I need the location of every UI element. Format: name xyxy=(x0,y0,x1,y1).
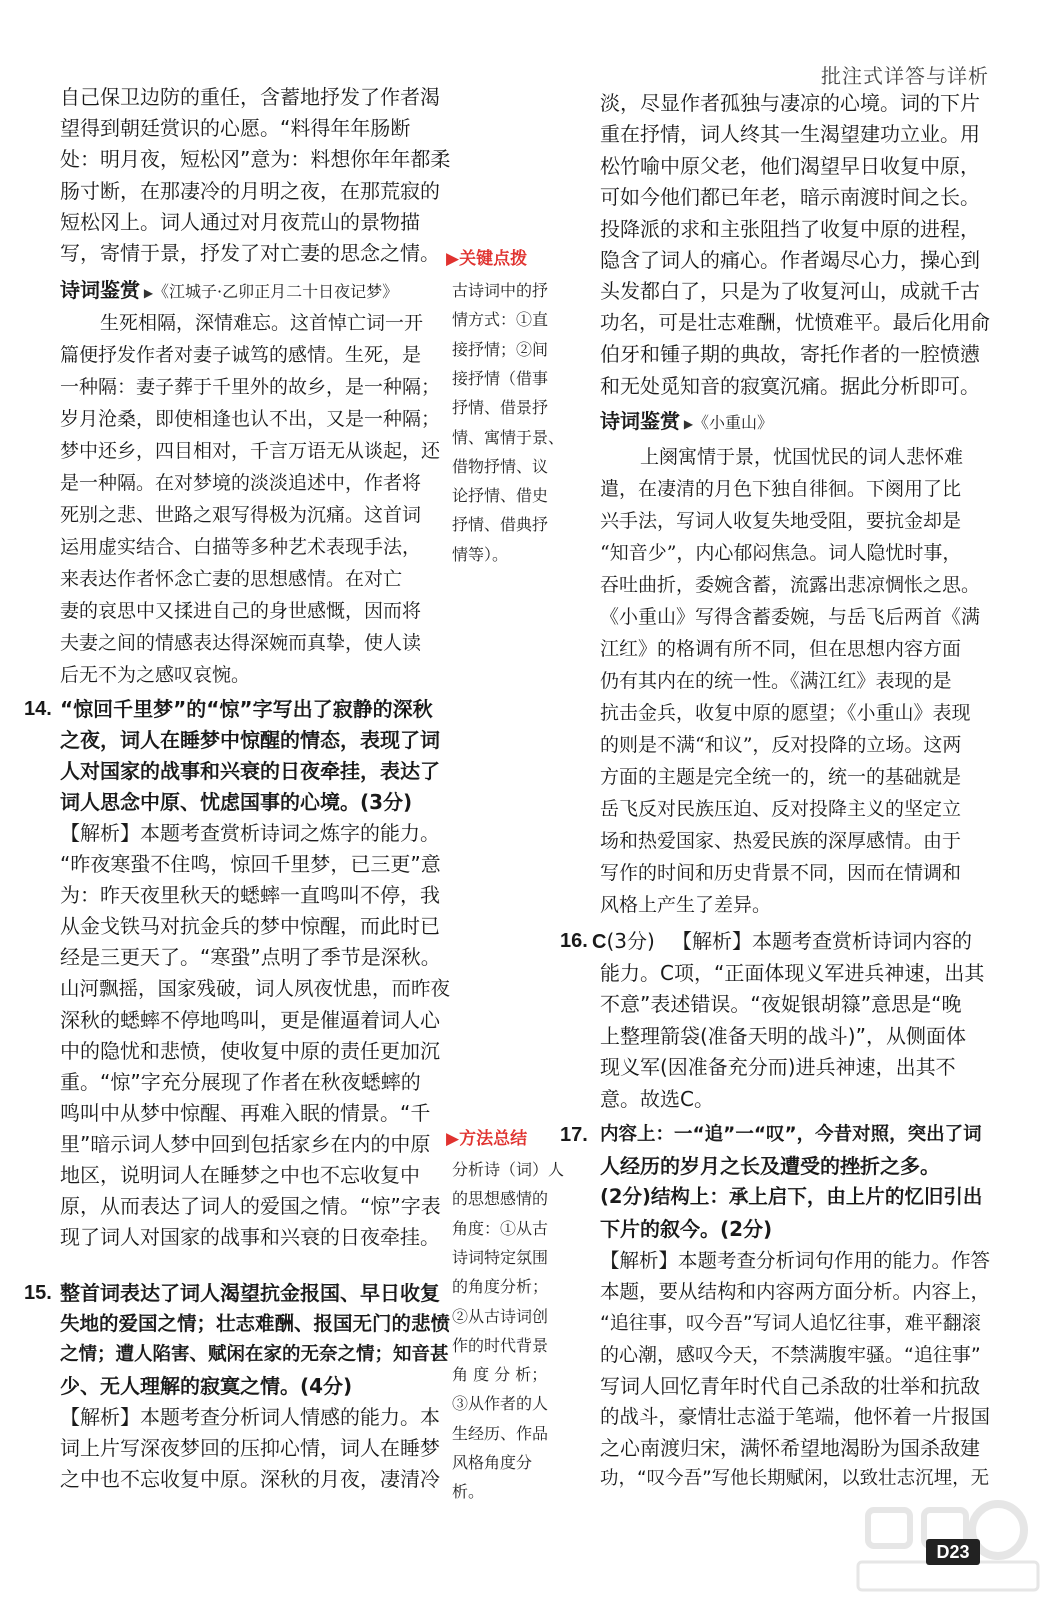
analysis-line: 写词人回忆青年时代自己杀敌的壮举和抗敌 xyxy=(600,1373,980,1398)
sidebar-note-line: 分析诗（词）人 xyxy=(452,1160,565,1179)
appreciation-line: “知音少”，内心郁闷焦急。词人隐忧时事， xyxy=(600,542,962,564)
sidebar-heading xyxy=(446,1124,527,1149)
appreciation-line: 的则是不满“和议”，反对投降的立场。这两 xyxy=(600,734,962,756)
sidebar-note-line: 的思想感情的 xyxy=(452,1189,549,1209)
appreciation-line: 生死相隔，深情难忘。这首悼亡词一开 xyxy=(100,312,424,334)
answer-line: 之情；遭人陷害、赋闲在家的无奈之情；知音甚 xyxy=(60,1344,449,1365)
triangle-icon: ▶ xyxy=(680,417,694,431)
appreciation-line: 是一种隔。在对梦境的淡淡追述中，作者将 xyxy=(60,472,422,494)
appreciation-heading xyxy=(60,277,398,306)
appreciation-label: 诗词鉴赏 xyxy=(60,278,140,302)
sidebar-note-line: 古诗词中的抒 xyxy=(452,281,549,300)
appreciation-line: 仍有其内在的统一性。《满江红》表现的是 xyxy=(600,670,952,692)
sidebar-heading-text: 关键点拨 xyxy=(459,249,528,269)
sidebar-note-line: 风格角度分 xyxy=(452,1453,533,1472)
answer-line: 失地的爱国之情；壮志难酬、报国无门的悲愤 xyxy=(60,1312,451,1335)
appreciation-line: 上阕寓情于景，忧国忧民的词人悲怀难 xyxy=(640,446,964,468)
appreciation-line: 后无不为之感叹哀惋。 xyxy=(60,664,251,686)
analysis-line: 山河飘摇，国家残破，词人夙夜忧患，而昨夜 xyxy=(60,976,451,1000)
analysis-line: 从金戈铁马对抗金兵的梦中惊醒，而此时已 xyxy=(60,914,440,939)
analysis-line: 之中也不忘收复中原。深秋的月夜，凄清冷 xyxy=(60,1467,440,1491)
sidebar-note-line: 抒情、借景抒 xyxy=(452,398,549,418)
appreciation-label: 诗词鉴赏 xyxy=(600,409,680,433)
analysis-line: 之心南渡归宋，满怀希望地渴盼为国杀敌建 xyxy=(600,1436,980,1461)
answer-line: 内容上：一“追”一“叹”，今昔对照，突出了词 xyxy=(600,1124,982,1145)
analysis-line: 的战斗，豪情壮志溢于笔端，他怀着一片报国 xyxy=(600,1405,991,1428)
appreciation-line: 《小重山》写得含蓄委婉，与岳飞后两首《满 xyxy=(600,606,981,628)
intro-line: 投降派的求和主张阻挡了收复中原的进程， xyxy=(600,216,980,241)
question-number: 15. xyxy=(24,1282,52,1304)
appreciation-line: 篇便抒发作者对妻子诚笃的感情。生死，是 xyxy=(60,344,422,366)
analysis-line: 上整理箭袋(准备天明的战斗)”，从侧面体 xyxy=(600,1023,966,1048)
sidebar-note-line: 作的时代背景 xyxy=(452,1335,549,1355)
appreciation-line: 写作的时间和历史背景不同，因而在情调和 xyxy=(600,862,962,884)
analysis-line: 【解析】本题考查赏析诗词之炼字的能力。 xyxy=(60,821,440,845)
appreciation-line: 夫妻之间的情感表达得深婉而真挚，使人读 xyxy=(60,632,422,654)
intro-line: 自己保卫边防的重任，含蓄地抒发了作者渴 xyxy=(60,85,440,109)
analysis-line: 功，“叹今吾”写他长期赋闲，以致壮志沉埋，无 xyxy=(600,1468,990,1490)
arrow-icon: ▶ xyxy=(446,249,460,269)
appreciation-line: 抗击金兵，收复中原的愿望；《小重山》表现 xyxy=(600,702,971,724)
sidebar-note-line: 的角度分析； xyxy=(452,1277,549,1297)
analysis-line: “昨夜寒蛩不住鸣，惊回千里梦，已三更”意 xyxy=(60,852,441,877)
sidebar-note-line: 诗词特定氛围 xyxy=(452,1247,549,1267)
intro-line: 隐含了词人的痛心。作者竭尽心力，操心到 xyxy=(600,248,980,272)
intro-line: 松竹喻中原父老，他们渴望早日收复中原， xyxy=(600,153,980,178)
appreciation-line: 方面的主题是完全统一的，统一的基础就是 xyxy=(600,766,962,788)
intro-line: 功名，可是壮志难酬，忧愤难平。最后化用俞 xyxy=(600,310,991,334)
answer-line: 下片的叙今。(2分) xyxy=(600,1216,773,1241)
question-number: 17. xyxy=(560,1124,588,1146)
q16-answer xyxy=(592,928,655,955)
appreciation-line: 梦中还乡，四目相对，千言万语无从谈起，还 xyxy=(60,440,441,462)
sidebar-heading-text: 方法总结 xyxy=(459,1129,528,1149)
question-number: 16. xyxy=(560,930,588,952)
page-header-title: 批注式详答与详析 xyxy=(821,64,989,88)
appreciation-line: 兴手法，写词人收复失地受阻，要抗金却是 xyxy=(600,510,962,532)
analysis-line: 【解析】本题考查分析词人情感的能力。本 xyxy=(60,1405,440,1429)
intro-line: 重在抒情，词人终其一生渴望建功立业。用 xyxy=(600,122,980,147)
intro-line: 写，寄情于景，抒发了对亡妻的思念之情。 xyxy=(60,241,440,265)
appreciation-line: 江红》的格调有所不同，但在思想内容方面 xyxy=(600,638,962,660)
right-column xyxy=(560,0,990,1600)
answer-line: (2分)结构上：承上启下，由上片的忆旧引出 xyxy=(600,1185,983,1209)
watermark-logo xyxy=(848,1478,1048,1598)
appreciation-line: 岳飞反对民族压迫、反对投降主义的坚定立 xyxy=(600,798,962,820)
sidebar-note-line: ②从古诗词创 xyxy=(452,1306,549,1326)
intro-line: 伯牙和锺子期的典故，寄托作者的一腔愤懑 xyxy=(600,342,980,367)
appreciation-heading xyxy=(600,408,773,437)
analysis-line: 本题，要从结构和内容两方面分析。内容上， xyxy=(600,1280,991,1304)
appreciation-line: 妻的哀思中又揉进自己的身世感慨，因而将 xyxy=(60,600,422,622)
analysis-line: 经是三更天了。“寒蛩”点明了季节是深秋。 xyxy=(60,945,441,970)
answer-line: “惊回千里梦”的“惊”字写出了寂静的深秋 xyxy=(60,697,433,721)
analysis-line: 中的隐忧和悲愤，使收复中原的责任更加沉 xyxy=(60,1038,440,1063)
analysis-line: 鸣叫中从梦中惊醒、再难入眠的情景。“千 xyxy=(60,1100,431,1125)
appreciation-line: 遣，在凄清的月色下独自徘徊。下阕用了比 xyxy=(600,478,962,500)
left-column xyxy=(24,0,451,1600)
sidebar-note-line: ③从作者的人 xyxy=(452,1394,549,1414)
appreciation-line: 运用虚实结合、白描等多种艺术表现手法， xyxy=(60,536,422,558)
sidebar-note-line: 角度：①从古 xyxy=(452,1218,549,1238)
score: (3分) xyxy=(606,929,655,953)
answer-choice: C xyxy=(592,931,607,953)
page-number: D23 xyxy=(926,1539,980,1565)
appreciation-line: 场和热爱国家、热爱民族的深厚感情。由于 xyxy=(600,830,962,852)
sidebar-heading xyxy=(446,244,527,269)
intro-line: 头发都白了，只是为了收复河山，成就千古 xyxy=(600,279,980,304)
sidebar-note-line: 论抒情、借史 xyxy=(452,486,549,506)
sidebar-note-line: 情等）。 xyxy=(452,544,509,564)
intro-line: 淡，尽显作者孤独与凄凉的心境。词的下片 xyxy=(600,91,980,115)
analysis-line: 词上片写深夜梦回的压抑心情，词人在睡梦 xyxy=(60,1436,440,1460)
intro-line: 短松冈上。词人通过对月夜荒山的景物描 xyxy=(60,209,420,234)
poem-title: 《小重山》 xyxy=(693,413,774,432)
analysis-line: “追往事，叹今吾”写词人追忆往事，难平翻滚 xyxy=(600,1312,981,1335)
answer-line: 整首词表达了词人渴望抗金报国、早日收复 xyxy=(60,1281,440,1305)
analysis-line: 现了词人对国家的战事和兴衰的日夜牵挂。 xyxy=(60,1225,440,1250)
appreciation-line: 一种隔：妻子葬于千里外的故乡，是一种隔； xyxy=(60,376,441,398)
sidebar-note-line: 情、寓情于景、 xyxy=(452,427,565,447)
appreciation-line: 吞吐曲折，委婉含蓄，流露出悲凉惆怅之思。 xyxy=(600,574,981,596)
answer-line: 少、无人理解的寂寞之情。(4分) xyxy=(60,1374,353,1398)
analysis-line: 深秋的蟋蟀不停地鸣叫，更是催逼着词人心 xyxy=(60,1007,440,1032)
appreciation-line: 来表达作者怀念亡妻的思想感情。在对亡 xyxy=(60,568,403,590)
sidebar-note-line: 抒情、借典抒 xyxy=(452,515,549,535)
analysis-line: 重。“惊”字充分展现了作者在秋夜蟋蟀的 xyxy=(60,1069,421,1094)
analysis-line: 的心潮，感叹今天，不禁满腹牢骚。“追往事” xyxy=(600,1343,981,1366)
intro-line: 望得到朝廷赏识的心愿。“料得年年肠断 xyxy=(60,116,411,141)
sidebar-note-line: 接抒情（借事 xyxy=(452,368,549,388)
answer-line: 词人思念中原、忧虑国事的心境。(3分) xyxy=(60,790,413,814)
analysis-line: 意。故选C。 xyxy=(600,1086,714,1111)
sidebar-note-line: 析。 xyxy=(452,1482,485,1502)
answer-line: 之夜，词人在睡梦中惊醒的情态，表现了词 xyxy=(60,728,440,752)
sidebar-note-line: 角 度 分 析； xyxy=(452,1365,548,1385)
question-number: 14. xyxy=(24,698,52,720)
intro-line: 肠寸断，在那凄冷的月明之夜，在那荒寂的 xyxy=(60,178,440,203)
intro-line: 处：明月夜，短松冈”意为：料想你年年都柔 xyxy=(60,147,451,172)
appreciation-line: 死别之悲、世路之艰写得极为沉痛。这首词 xyxy=(60,504,422,526)
analysis-line: 地区，说明词人在睡梦之中也不忘收复中 xyxy=(60,1163,420,1188)
analysis-line: 里”暗示词人梦中回到包括家乡在内的中原 xyxy=(60,1132,431,1156)
analysis-line: 不意”表述错误。“夜娖银胡簶”意思是“晚 xyxy=(600,992,962,1017)
triangle-icon: ▶ xyxy=(140,286,154,300)
sidebar-note-line: 接抒情；②间 xyxy=(452,339,549,359)
analysis-line: 原，从而表达了词人的爱国之情。“惊”字表 xyxy=(60,1194,441,1219)
sidebar-note-line: 生经历、作品 xyxy=(452,1423,549,1443)
intro-line: 和无处觅知音的寂寞沉痛。据此分析即可。 xyxy=(600,373,980,398)
appreciation-line: 岁月沧桑，即使相逢也认不出，又是一种隔； xyxy=(60,408,441,430)
sidebar-note-line: 借物抒情、议 xyxy=(452,456,549,476)
answer-line: 人对国家的战事和兴衰的日夜牵挂，表达了 xyxy=(60,759,440,783)
answer-line: 人经历的岁月之长及遭受的挫折之多。 xyxy=(600,1154,940,1179)
sidebar-note-line: 情方式：①直 xyxy=(452,310,549,330)
appreciation-line: 风格上产生了差异。 xyxy=(600,894,772,916)
arrow-icon: ▶ xyxy=(446,1129,460,1149)
analysis-line: 现义军(因准备充分而)进兵神速，出其不 xyxy=(600,1055,956,1080)
intro-line: 可如今他们都已年老，暗示南渡时间之长。 xyxy=(600,185,980,210)
analysis-line: 为：昨天夜里秋天的蟋蟀一直鸣叫不停，我 xyxy=(60,883,440,908)
poem-title: 《江城子·乙卯正月二十日夜记梦》 xyxy=(153,282,399,301)
analysis-line: 【解析】本题考查赏析诗词内容的 xyxy=(672,929,972,953)
analysis-line: 【解析】本题考查分析词句作用的能力。作答 xyxy=(600,1249,991,1272)
analysis-line: 能力。C项，“正面体现义军进兵神速，出其 xyxy=(600,961,985,985)
